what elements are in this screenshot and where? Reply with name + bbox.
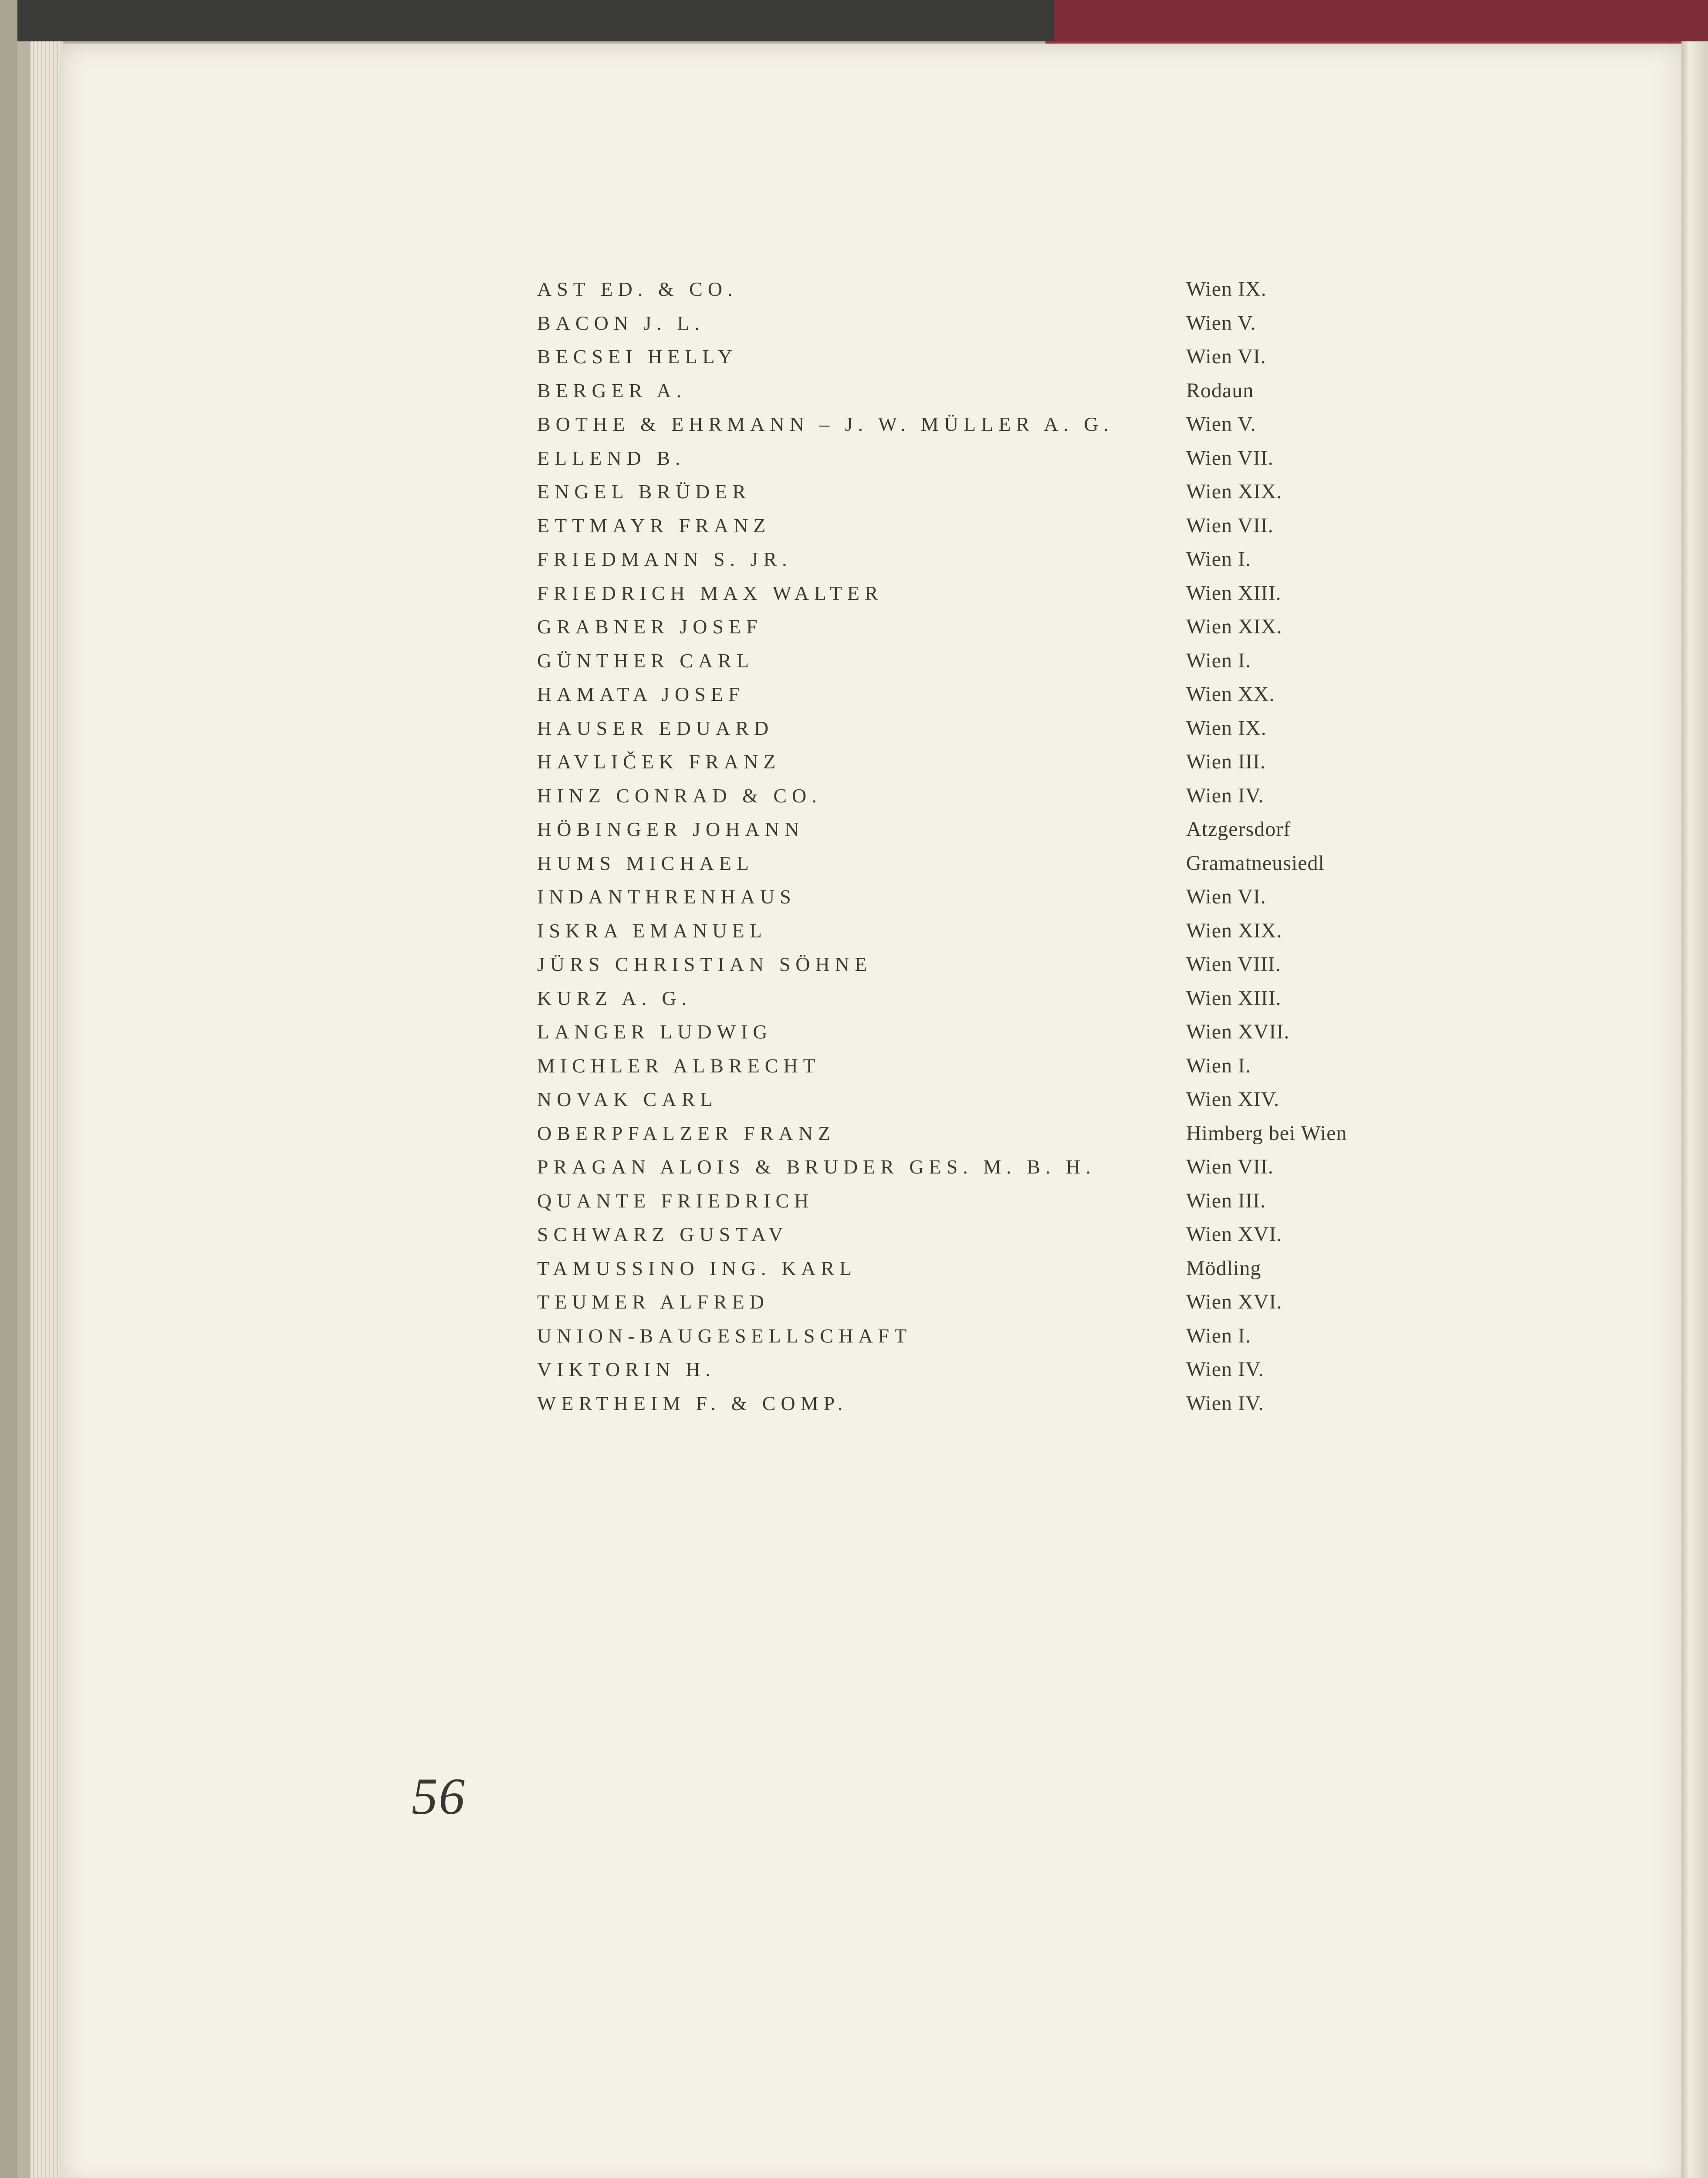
list-item (537, 1251, 1452, 1285)
list-item (537, 1387, 1452, 1420)
list-item (537, 475, 1452, 509)
company-location: Wien XIX. (1186, 919, 1282, 942)
page-number: 56 (412, 1767, 466, 1825)
company-name: HINZ CONRAD & CO. (537, 784, 822, 807)
cover-board-top (0, 0, 1708, 41)
company-location: Atzgersdorf (1186, 818, 1291, 841)
company-location: Rodaun (1186, 379, 1254, 402)
list-item (537, 812, 1452, 846)
list-item (537, 947, 1452, 981)
company-name: HÖBINGER JOHANN (537, 818, 805, 840)
list-item (537, 1218, 1452, 1251)
company-name: JÜRS CHRISTIAN SÖHNE (537, 953, 873, 975)
company-name: TAMUSSINO ING. KARL (537, 1257, 857, 1279)
list-item (537, 542, 1452, 576)
list-item (537, 1184, 1452, 1218)
list-item (537, 441, 1452, 475)
company-name: QUANTE FRIEDRICH (537, 1189, 814, 1212)
list-item (537, 1116, 1452, 1150)
company-name: ELLEND B. (537, 446, 686, 469)
company-name: ISKRA EMANUEL (537, 919, 767, 942)
company-location: Wien IX. (1186, 277, 1267, 301)
company-location: Wien XIX. (1186, 480, 1282, 503)
company-name: FRIEDMANN S. JR. (537, 548, 792, 570)
company-location: Wien VIII. (1186, 953, 1281, 976)
company-name: PRAGAN ALOIS & BRUDER GES. M. B. H. (537, 1156, 1096, 1178)
company-name: UNION-BAUGESELLSCHAFT (537, 1324, 912, 1347)
company-name: HAMATA JOSEF (537, 683, 745, 705)
list-item (537, 779, 1452, 813)
company-name: MICHLER ALBRECHT (537, 1054, 821, 1077)
company-location: Wien XVI. (1186, 1290, 1282, 1313)
list-item (537, 1082, 1452, 1116)
list-item (537, 846, 1452, 880)
company-name: LANGER LUDWIG (537, 1021, 773, 1043)
company-name: SCHWARZ GUSTAV (537, 1223, 788, 1245)
company-name: GRABNER JOSEF (537, 616, 763, 638)
book-spine (0, 0, 17, 2178)
list-item (537, 374, 1452, 408)
company-location: Wien VI. (1186, 345, 1266, 368)
company-list (537, 272, 1452, 1420)
page-edges (30, 41, 63, 2178)
company-location: Wien XX. (1186, 683, 1275, 706)
company-location: Wien I. (1186, 1324, 1251, 1347)
company-location: Wien VII. (1186, 446, 1274, 470)
company-name: AST ED. & CO. (537, 278, 738, 300)
company-name: INDANTHRENHAUS (537, 886, 796, 908)
company-name: HUMS MICHAEL (537, 852, 754, 874)
list-item (537, 1285, 1452, 1319)
list-item (537, 610, 1452, 644)
company-name: BERGER A. (537, 379, 687, 402)
company-location: Wien V. (1186, 311, 1256, 335)
company-name: HAUSER EDUARD (537, 717, 774, 739)
list-item (537, 880, 1452, 914)
company-location: Wien XVII. (1186, 1020, 1290, 1043)
list-item (537, 306, 1452, 340)
company-name: KURZ A. G. (537, 987, 692, 1009)
company-location: Wien IV. (1186, 1391, 1264, 1415)
list-item (537, 407, 1452, 441)
company-name: TEUMER ALFRED (537, 1291, 769, 1313)
company-location: Wien XIII. (1186, 986, 1282, 1010)
company-location: Wien I. (1186, 1054, 1251, 1077)
company-location: Himberg bei Wien (1186, 1121, 1347, 1145)
company-location: Wien III. (1186, 750, 1266, 773)
facing-page-edge (1681, 41, 1708, 2178)
list-item (537, 981, 1452, 1015)
company-location: Wien XIX. (1186, 615, 1282, 638)
list-item (537, 914, 1452, 948)
company-location: Wien IV. (1186, 1358, 1264, 1381)
company-name: BOTHE & EHRMANN – J. W. MÜLLER A. G. (537, 413, 1114, 435)
company-location: Wien IV. (1186, 784, 1264, 807)
list-item (537, 509, 1452, 543)
list-item (537, 1015, 1452, 1049)
company-location: Gramatneusiedl (1186, 851, 1325, 875)
company-name: GÜNTHER CARL (537, 649, 754, 672)
company-location: Wien III. (1186, 1189, 1266, 1212)
company-location: Wien VII. (1186, 514, 1274, 537)
company-location: Wien XIV. (1186, 1088, 1280, 1111)
list-item (537, 272, 1452, 306)
list-item (537, 1319, 1452, 1353)
company-name: ENGEL BRÜDER (537, 480, 751, 503)
list-item (537, 1150, 1452, 1184)
company-name: VIKTORIN H. (537, 1358, 716, 1380)
company-name: OBERPFALZER FRANZ (537, 1122, 835, 1144)
company-name: FRIEDRICH MAX WALTER (537, 582, 883, 604)
list-item (537, 677, 1452, 711)
list-item (537, 340, 1452, 374)
company-location: Wien V. (1186, 413, 1256, 436)
company-location: Wien VI. (1186, 885, 1266, 908)
company-location: Wien IX. (1186, 716, 1267, 740)
list-item (537, 1353, 1452, 1387)
company-location: Mödling (1186, 1256, 1262, 1280)
company-name: NOVAK CARL (537, 1088, 718, 1110)
list-item (537, 1049, 1452, 1083)
company-location: Wien I. (1186, 548, 1251, 571)
list-item (537, 644, 1452, 678)
company-name: BACON J. L. (537, 311, 705, 334)
list-item (537, 711, 1452, 745)
company-name: HAVLIČEK FRANZ (537, 751, 781, 773)
company-location: Wien I. (1186, 649, 1251, 672)
company-location: Wien XVI. (1186, 1223, 1282, 1246)
company-name: ETTMAYR FRANZ (537, 514, 771, 537)
list-item (537, 745, 1452, 779)
list-item (537, 576, 1452, 610)
company-name: WERTHEIM F. & COMP. (537, 1392, 848, 1414)
company-location: Wien XIII. (1186, 581, 1282, 605)
company-location: Wien VII. (1186, 1155, 1274, 1178)
company-name: BECSEI HELLY (537, 345, 738, 368)
